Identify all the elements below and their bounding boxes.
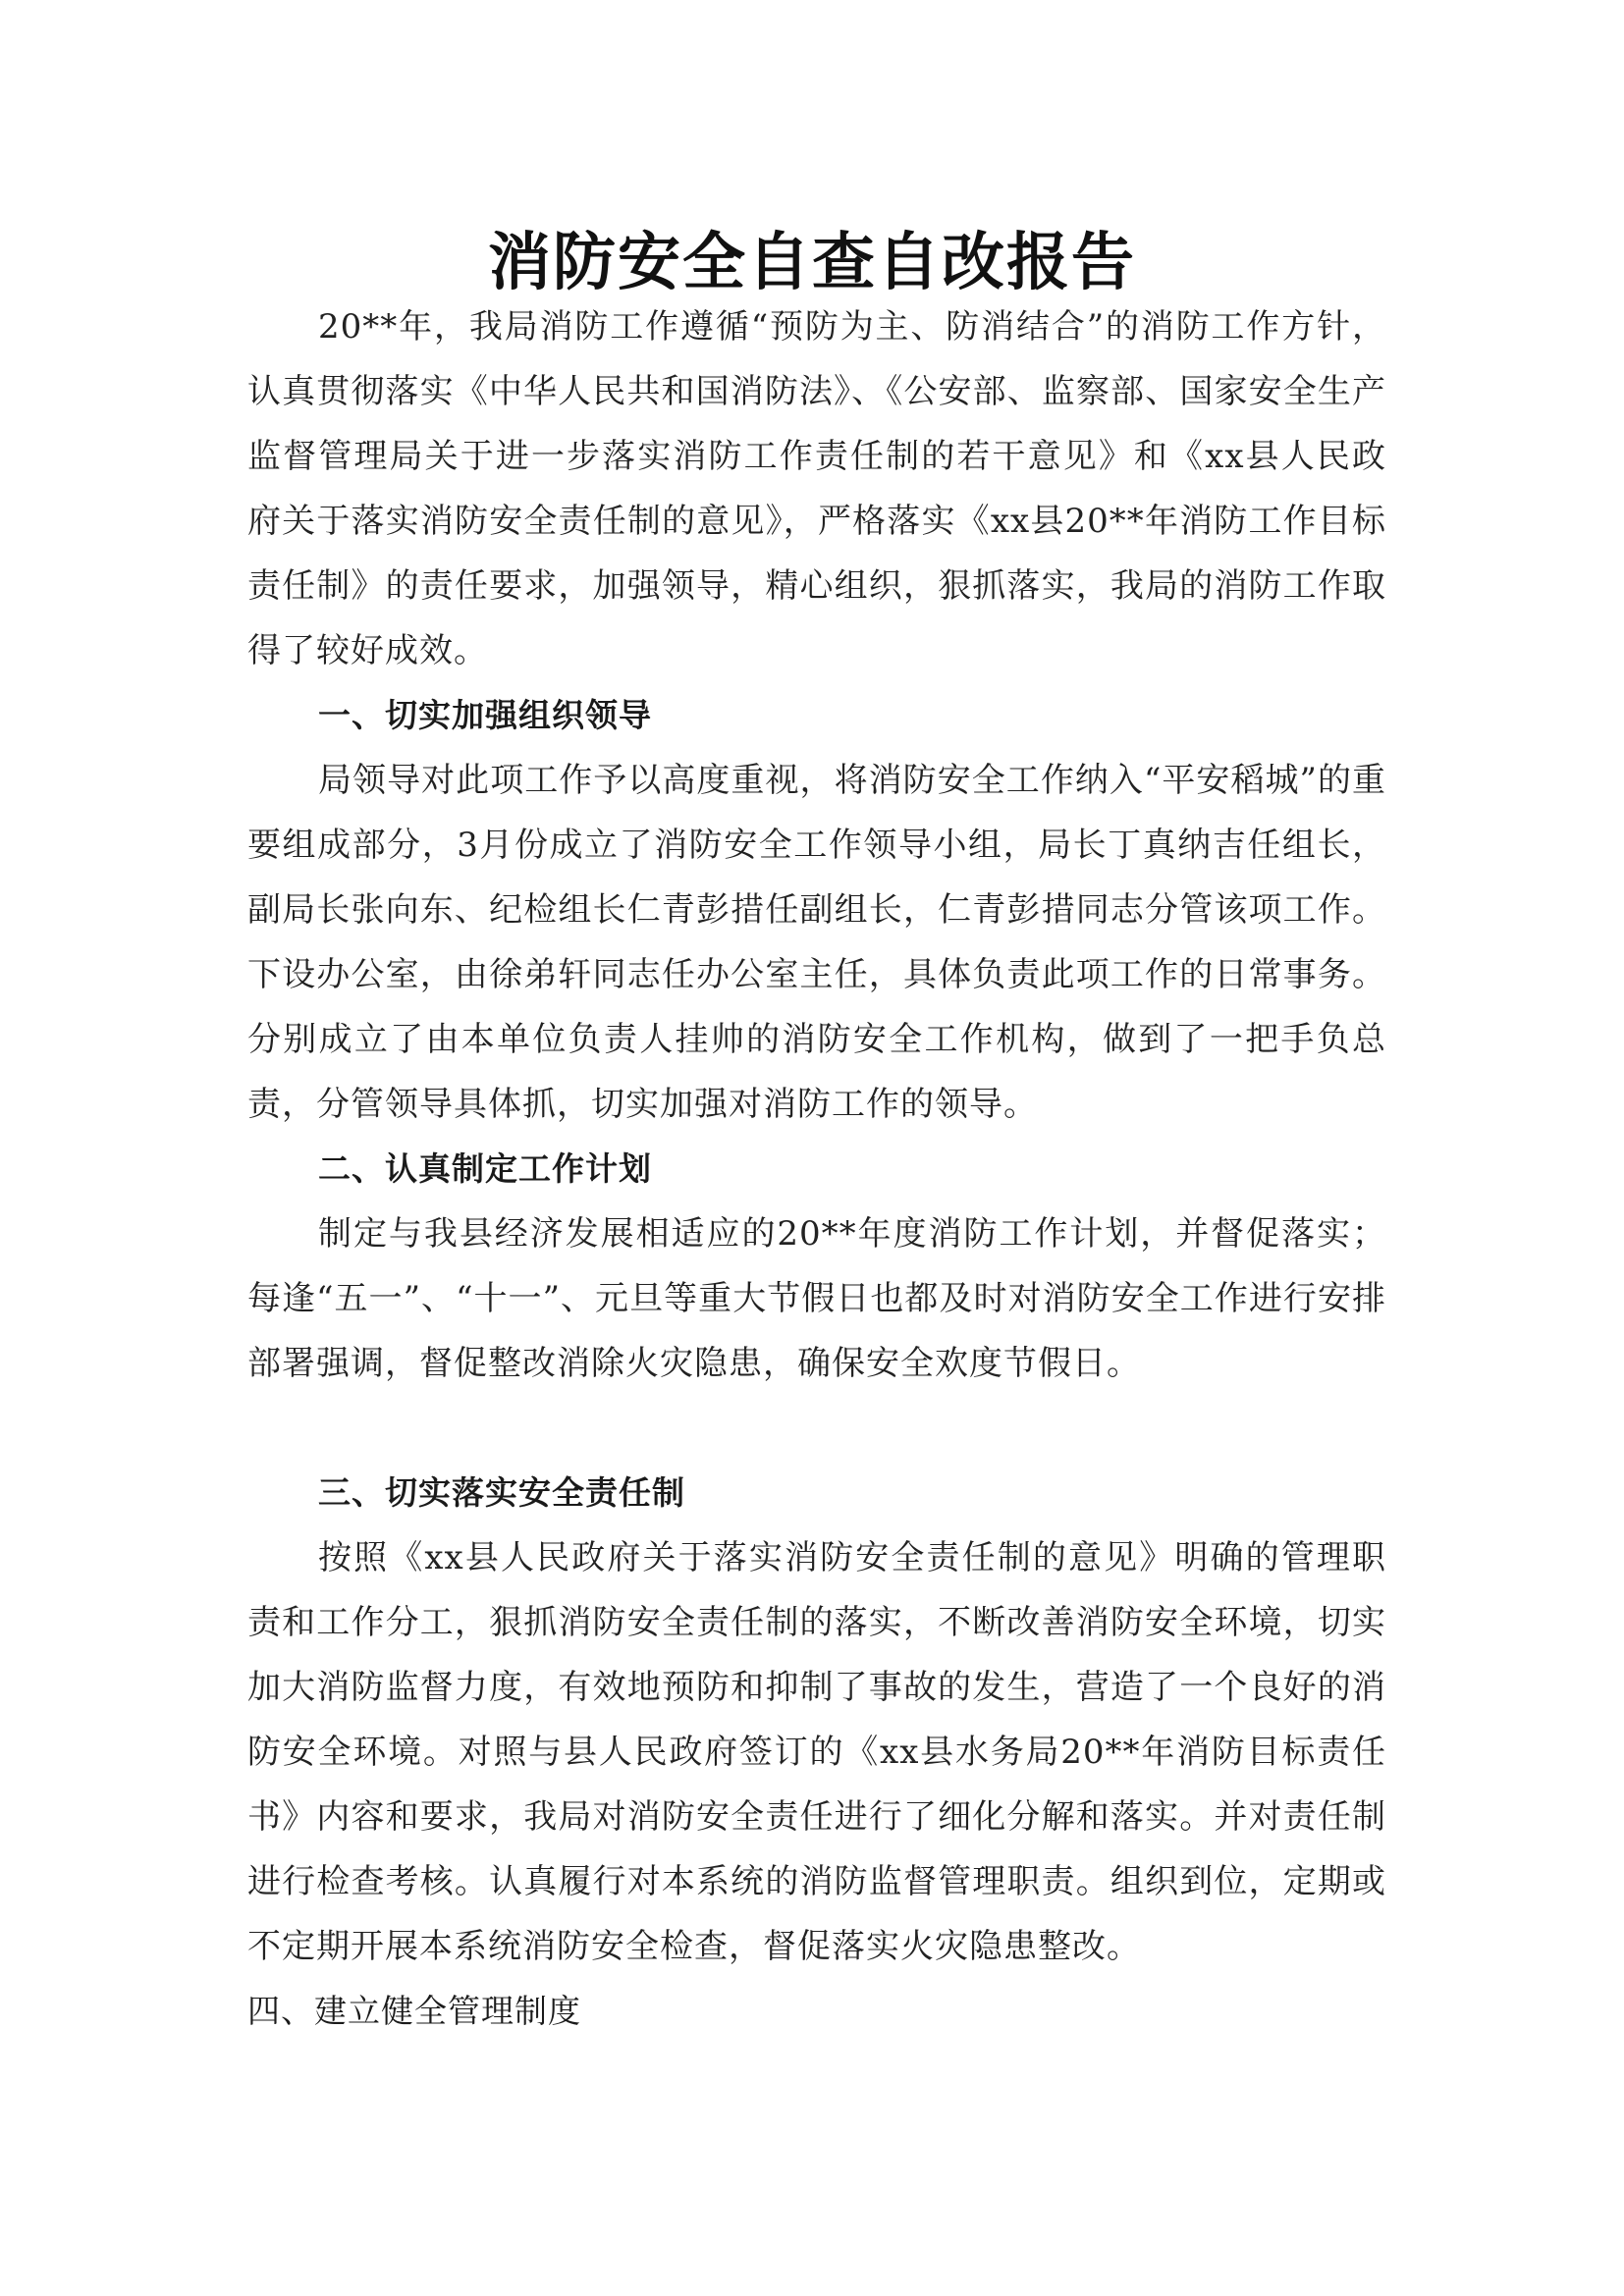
section-heading-4: 四、建立健全管理制度 (247, 1992, 581, 2030)
paragraph-spacer (247, 1396, 1386, 1461)
section-body-3: 按照《xx县人民政府关于落实消防安全责任制的意见》明确的管理职责和工作分工，狠抓消防安全责任制的落实，不断改善消防安全环境，切实加大消防监督力度，有效地预防和抑制了事故的发生，营造了一个良好的消防安全环境。对照与县人民政府签订的《xx县水务局20**年消防目标责任书》内容和要求，我局对消防安全责任进行了细化分解和落实。并对责任制进行检查考核。认真履行对本系统的消防监督管理职责。组织到位，定期或不定期开展本系统消防安全检查，督促落实火灾隐患整改。 (247, 1538, 1386, 1966)
document-title: 消防安全自查自改报告 (488, 227, 1136, 299)
section-heading-2: 二、认真制定工作计划 (318, 1149, 652, 1188)
section-body-1: 局领导对此项工作予以高度重视，将消防安全工作纳入“平安稻城”的重要组成部分，3月份成立了消防安全工作领导小组，局长丁真纳吉任组长，副局长张向东、纪检组长仁青彭措任副组长，仁青彭措同志分管该项工作。下设办公室，由徐弟轩同志任办公室主任，具体负责此项工作的日常事务。分别成立了由本单位负责人挂帅的消防安全工作机构，做到了一把手负总责，分管领导具体抓，切实加强对消防工作的领导。 (247, 761, 1386, 1124)
document-body (247, 294, 1386, 2044)
section-heading-3: 三、切实落实安全责任制 (318, 1473, 685, 1512)
intro-paragraph: 20**年，我局消防工作遵循“预防为主、防消结合”的消防工作方针，认真贯彻落实《中华人民共和国消防法》、《公安部、监察部、国家安全生产监督管理局关于进一步落实消防工作责任制的若干意见》和《xx县人民政府关于落实消防安全责任制的意见》，严格落实《xx县20**年消防工作目标责任制》的责任要求，加强领导，精心组织，狠抓落实，我局的消防工作取得了较好成效。 (247, 307, 1386, 670)
section-body-2: 制定与我县经济发展相适应的20**年度消防工作计划，并督促落实；每逢“五一”、“十一”、元旦等重大节假日也都及时对消防安全工作进行安排部署强调，督促整改消除火灾隐患，确保安全欢度节假日。 (247, 1214, 1386, 1383)
section-heading-1: 一、切实加强组织领导 (318, 696, 652, 734)
